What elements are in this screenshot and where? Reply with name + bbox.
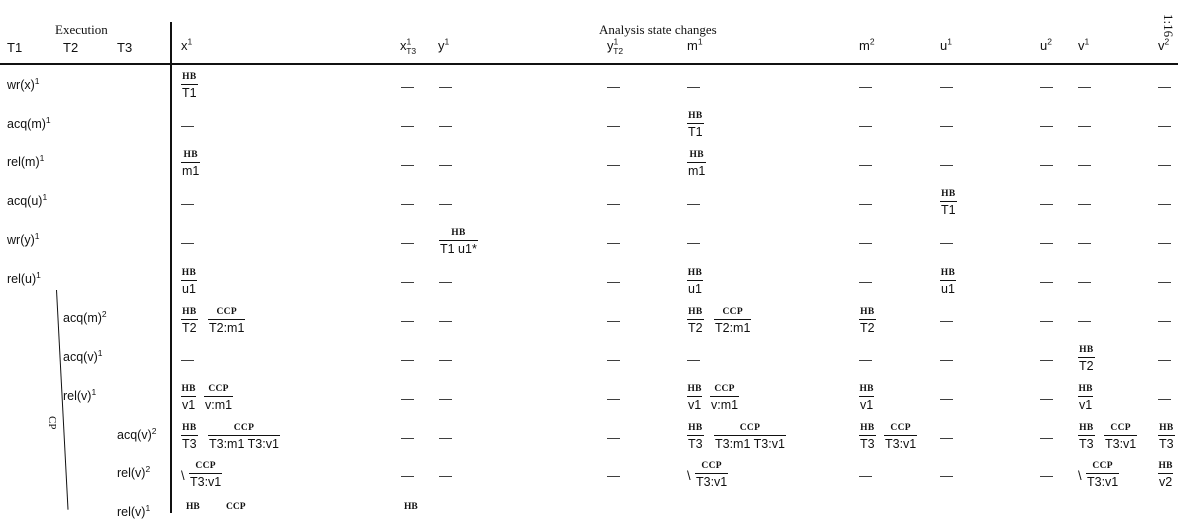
cell-r2-m2: — xyxy=(859,118,872,133)
cell-r5-v2: — xyxy=(1158,235,1171,250)
cell-r11-u1: — xyxy=(940,468,953,483)
cell-r5-y1t2: — xyxy=(607,235,620,250)
cell-r3-m1-hb: HB m1 xyxy=(688,150,706,178)
col-x1: $x^1$ xyxy=(181,36,193,53)
cell-r1-x1t3: — xyxy=(401,79,414,94)
cell-r9-u1: — xyxy=(940,391,953,406)
cell-r3-m2: — xyxy=(859,157,872,172)
cell-r7-x1-ccp: CCP T2:m1 xyxy=(209,307,245,335)
cell-r7-v2: — xyxy=(1158,313,1171,328)
cell-r10-u2: — xyxy=(1040,430,1053,445)
cell-r3-y1t2: — xyxy=(607,157,620,172)
cell-r2-y1: — xyxy=(439,118,452,133)
cell-r11-m2: — xyxy=(859,468,872,483)
cell-r5-x1: — xyxy=(181,235,194,250)
cell-r4-x1: — xyxy=(181,196,194,211)
thread-header-t1: T1 xyxy=(7,40,23,55)
cell-r4-y1t2: — xyxy=(607,196,620,211)
cell-r6-y1: — xyxy=(439,274,452,289)
cell-r11-m1-ccp: CCP T3:v1 xyxy=(696,461,728,489)
cell-r2-v1: — xyxy=(1078,118,1091,133)
cell-r2-x1t3: — xyxy=(401,118,414,133)
cell-r8-x1t3: — xyxy=(401,352,414,367)
col-y1: $y^1$ xyxy=(438,36,450,53)
cell-r8-y1t2: — xyxy=(607,352,620,367)
cell-r5-m1: — xyxy=(687,235,700,250)
cell-r4-v1: — xyxy=(1078,196,1091,211)
cell-r8-v1-hb: HB T2 xyxy=(1079,345,1094,373)
cell-r10-m2-hb: HB T3 xyxy=(860,423,875,451)
cell-r11-m1-strike: \ xyxy=(687,468,691,483)
col-v1: $v^1$ xyxy=(1078,36,1090,53)
cell-r3-x1t3: — xyxy=(401,157,414,172)
cell-r1-v2: — xyxy=(1158,79,1171,94)
cell-r8-v2: — xyxy=(1158,352,1171,367)
cell-r8-m1: — xyxy=(687,352,700,367)
cell-r6-v1: — xyxy=(1078,274,1091,289)
cell-r5-v1: — xyxy=(1078,235,1091,250)
cell-r10-x1t3: — xyxy=(401,430,414,445)
cell-r10-m1-hb: HB T3 xyxy=(688,423,703,451)
cell-r4-x1t3: — xyxy=(401,196,414,211)
cell-r5-y1-hb: HB T1 u1* xyxy=(440,228,477,256)
cell-r3-y1: — xyxy=(439,157,452,172)
execution-header: Execution xyxy=(55,22,108,37)
analysis-header: Analysis state changes xyxy=(599,22,717,37)
cell-r5-u2: — xyxy=(1040,235,1053,250)
cell-r4-m2: — xyxy=(859,196,872,211)
event-rel-v-1-partial: $rel(v)^1$ xyxy=(117,502,151,519)
cell-r9-v2: — xyxy=(1158,391,1171,406)
cell-r10-v1-hb: HB T3 xyxy=(1079,423,1094,451)
cell-r7-x1-hb: HB T2 xyxy=(182,307,197,335)
cell-r9-y1: — xyxy=(439,391,452,406)
cell-r10-y1: — xyxy=(439,430,452,445)
cell-r8-y1: — xyxy=(439,352,452,367)
cell-r8-u1: — xyxy=(940,352,953,367)
col-x1-t3: $x^1_{T3}$ xyxy=(400,36,417,56)
cell-r11-v1-strike: \ xyxy=(1078,468,1082,483)
cell-r6-m1-hb: HB u1 xyxy=(687,268,703,296)
cell-r4-u1-hb: HB T1 xyxy=(941,189,956,217)
cell-r9-x1-hb: HB v1 xyxy=(181,384,196,412)
cell-r1-u1: — xyxy=(940,79,953,94)
cell-r6-u1-hb: HB u1 xyxy=(940,268,956,296)
cell-r5-x1t3: — xyxy=(401,235,414,250)
cell-r2-m1-hb: HB T1 xyxy=(688,111,703,139)
cell-r12-x1-hb-top: HB xyxy=(186,502,200,512)
cell-r11-u2: — xyxy=(1040,468,1053,483)
cell-r1-m2: — xyxy=(859,79,872,94)
col-u2: $u^2$ xyxy=(1040,36,1052,53)
cell-r11-v1-ccp: CCP T3:v1 xyxy=(1087,461,1119,489)
cell-r6-v2: — xyxy=(1158,274,1171,289)
cell-r4-v2: — xyxy=(1158,196,1171,211)
cell-r7-m2-hb: HB T2 xyxy=(860,307,875,335)
cell-r10-v1-ccp: CCP T3:v1 xyxy=(1105,423,1137,451)
cell-r1-m1: — xyxy=(687,79,700,94)
cell-r11-y1t2: — xyxy=(607,468,620,483)
cell-r3-u2: — xyxy=(1040,157,1053,172)
cell-r4-u2: — xyxy=(1040,196,1053,211)
event-acq-v-1: $acq(v)^1$ xyxy=(63,347,103,364)
col-m1: $m^1$ xyxy=(687,36,703,53)
cell-r2-y1t2: — xyxy=(607,118,620,133)
cell-r9-y1t2: — xyxy=(607,391,620,406)
cell-r2-x1: — xyxy=(181,118,194,133)
cell-r7-m1-hb: HB T2 xyxy=(688,307,703,335)
cell-r10-x1-ccp: CCP T3:m1 T3:v1 xyxy=(209,423,279,451)
cell-r11-v2-hb: HB v2 xyxy=(1158,461,1173,489)
cell-r3-v2: — xyxy=(1158,157,1171,172)
cell-r9-u2: — xyxy=(1040,391,1053,406)
cell-r9-x1t3: — xyxy=(401,391,414,406)
cell-r3-v1: — xyxy=(1078,157,1091,172)
col-v2: $v^2$ xyxy=(1158,36,1170,53)
cell-r9-m1-ccp: CCP v:m1 xyxy=(711,384,739,412)
cell-r11-x1-strike: \ xyxy=(181,468,185,483)
event-acq-m-2: $acq(m)^2$ xyxy=(63,308,107,325)
cell-r6-m2: — xyxy=(859,274,872,289)
cell-r1-y1t2: — xyxy=(607,79,620,94)
cell-r2-u1: — xyxy=(940,118,953,133)
cell-r2-u2: — xyxy=(1040,118,1053,133)
cell-r2-v2: — xyxy=(1158,118,1171,133)
cell-r6-x1-hb: HB u1 xyxy=(181,268,197,296)
col-m2: $m^2$ xyxy=(859,36,875,53)
cell-r8-m2: — xyxy=(859,352,872,367)
cell-r1-v1: — xyxy=(1078,79,1091,94)
cell-r9-v1-hb: HB v1 xyxy=(1078,384,1093,412)
event-rel-u-1: $rel(u)^1$ xyxy=(7,269,41,286)
event-wr-x-1: $wr(x)^1$ xyxy=(7,75,40,92)
cell-r10-m1-ccp: CCP T3:m1 T3:v1 xyxy=(715,423,785,451)
cell-r10-v2-hb: HB T3 xyxy=(1159,423,1174,451)
cell-r10-m2-ccp: CCP T3:v1 xyxy=(885,423,917,451)
cell-r12-x1-ccp-top: CCP xyxy=(226,502,246,512)
cell-r3-u1: — xyxy=(940,157,953,172)
cell-r8-x1: — xyxy=(181,352,194,367)
cell-r4-m1: — xyxy=(687,196,700,211)
cp-label: CP xyxy=(46,416,58,430)
event-wr-y-1: $wr(y)^1$ xyxy=(7,230,40,247)
thread-header-t2: T2 xyxy=(63,40,79,55)
cell-r1-u2: — xyxy=(1040,79,1053,94)
event-acq-v-2: $acq(v)^2$ xyxy=(117,425,157,442)
cell-r11-x1-ccp: CCP T3:v1 xyxy=(190,461,222,489)
cell-r12-x1t3-hb-top: HB xyxy=(404,502,418,512)
cell-r6-x1t3: — xyxy=(401,274,414,289)
page-number: 1:16 xyxy=(1161,14,1176,38)
cell-r7-u2: — xyxy=(1040,313,1053,328)
cell-r7-m1-ccp: CCP T2:m1 xyxy=(715,307,751,335)
event-acq-m-1: $acq(m)^1$ xyxy=(7,114,51,131)
cell-r7-y1t2: — xyxy=(607,313,620,328)
col-y1-t2: $y^1_{T2}$ xyxy=(607,36,624,56)
cell-r7-y1: — xyxy=(439,313,452,328)
cell-r7-v1: — xyxy=(1078,313,1091,328)
cell-r4-y1: — xyxy=(439,196,452,211)
cell-r5-m2: — xyxy=(859,235,872,250)
event-rel-m-1: $rel(m)^1$ xyxy=(7,152,45,169)
cell-r1-y1: — xyxy=(439,79,452,94)
cell-r6-y1t2: — xyxy=(607,274,620,289)
cell-r10-u1: — xyxy=(940,430,953,445)
event-acq-u-1: $acq(u)^1$ xyxy=(7,191,48,208)
cell-r8-u2: — xyxy=(1040,352,1053,367)
cell-r1-x1-hb: HB T1 xyxy=(182,72,197,100)
cell-r7-u1: — xyxy=(940,313,953,328)
cell-r10-y1t2: — xyxy=(607,430,620,445)
cell-r9-x1-ccp: CCP v:m1 xyxy=(205,384,233,412)
cell-r7-x1t3: — xyxy=(401,313,414,328)
execution-separator xyxy=(170,22,172,513)
header-rule xyxy=(0,63,1178,65)
event-rel-v-1: $rel(v)^1$ xyxy=(63,386,97,403)
cell-r10-x1-hb: HB T3 xyxy=(182,423,197,451)
col-u1: $u^1$ xyxy=(940,36,952,53)
event-rel-v-2: $rel(v)^2$ xyxy=(117,463,151,480)
cell-r9-m1-hb: HB v1 xyxy=(687,384,702,412)
thread-header-t3: T3 xyxy=(117,40,133,55)
cell-r11-x1t3: — xyxy=(401,468,414,483)
cell-r5-u1: — xyxy=(940,235,953,250)
cell-r6-u2: — xyxy=(1040,274,1053,289)
cell-r11-y1: — xyxy=(439,468,452,483)
cell-r9-m2-hb: HB v1 xyxy=(859,384,874,412)
cell-r3-x1-hb: HB m1 xyxy=(182,150,200,178)
